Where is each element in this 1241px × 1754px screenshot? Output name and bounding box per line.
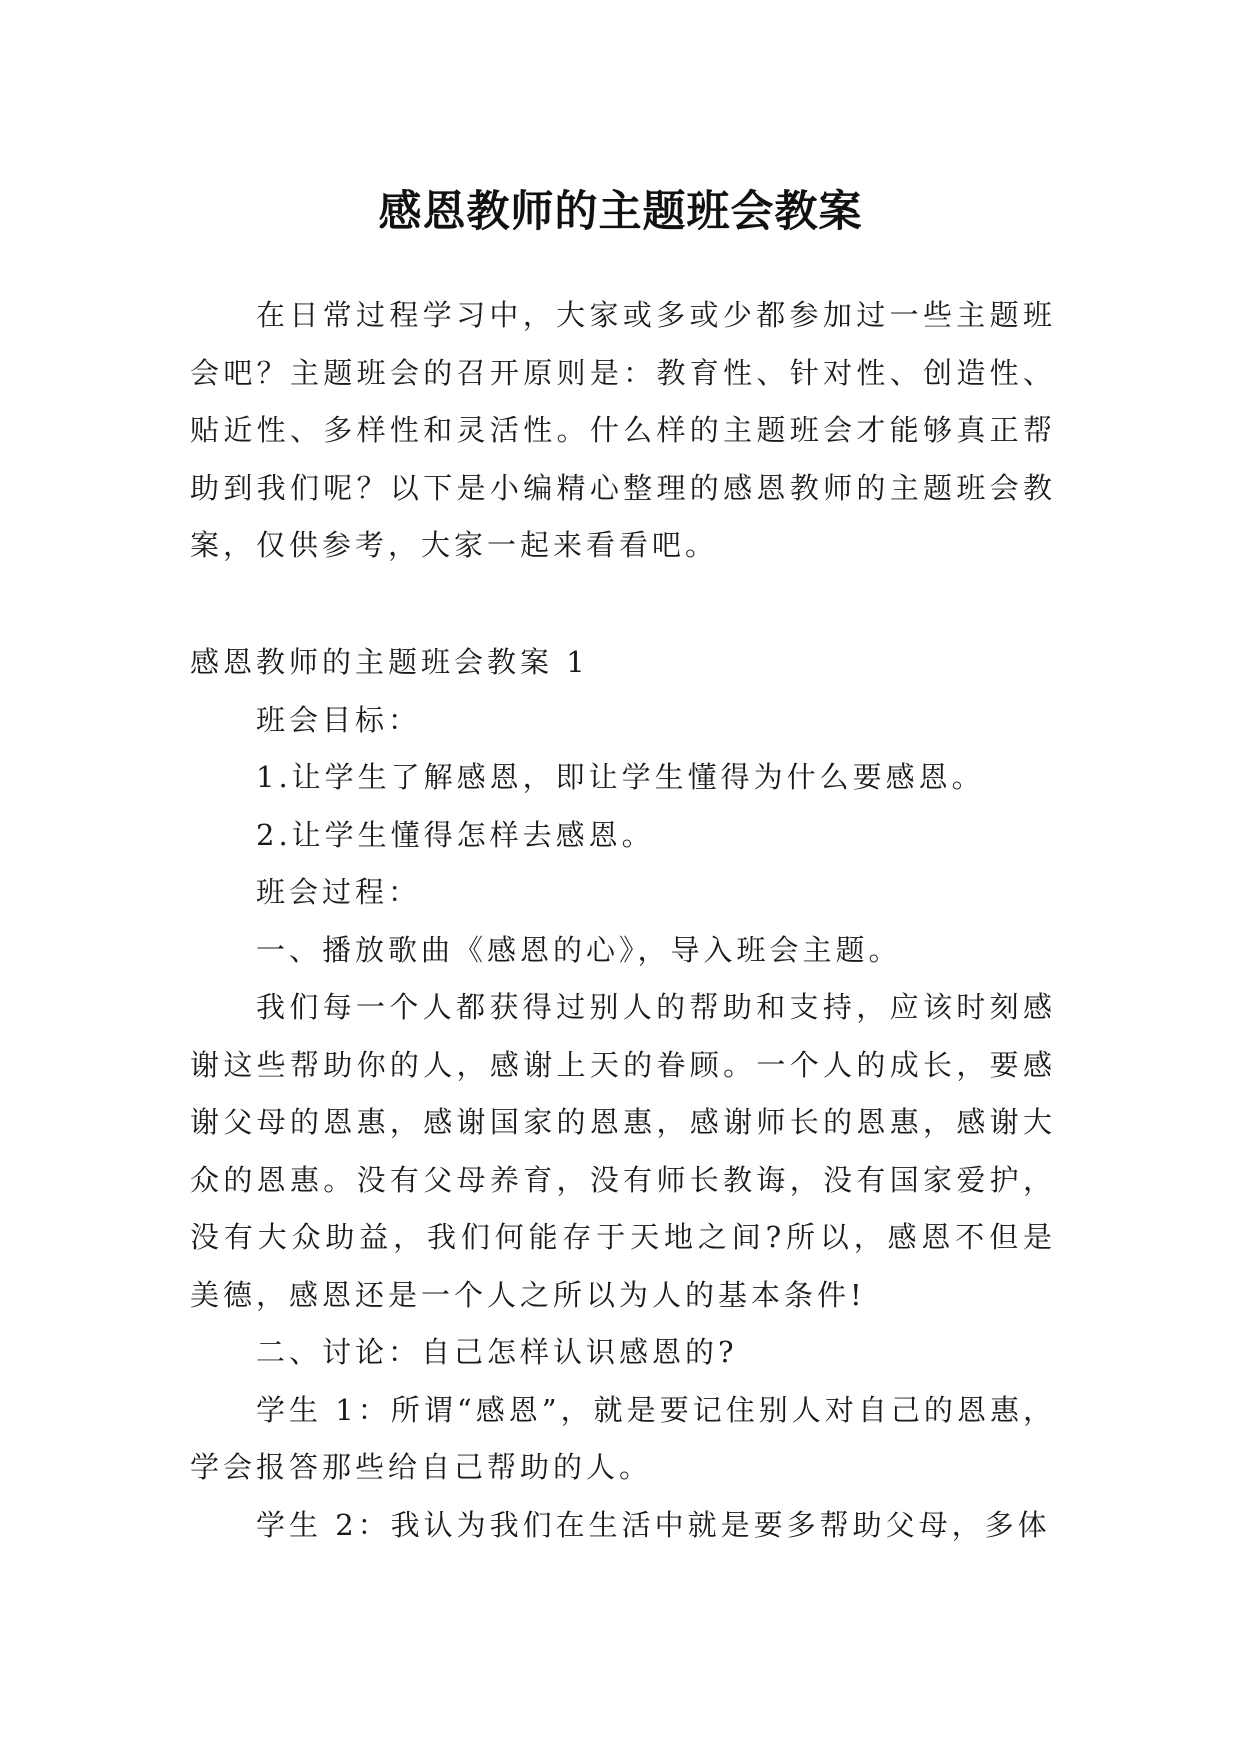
body-paragraph: 班会过程：: [256, 875, 422, 909]
lesson-plan-section: [190, 634, 1056, 1554]
body-paragraph: 2.让学生懂得怎样去感恩。: [256, 817, 655, 852]
body-paragraph: 我们每一个人都获得过别人的帮助和支持，应该时刻感谢这些帮助你的人，感谢上天的眷顾。一个人的成长，要感谢父母的恩惠，感谢国家的恩惠，感谢师长的恩惠，感谢大众的恩惠。没有父母养育，没有师长教诲，没有国家爱护，没有大众助益，我们何能存于天地之间?所以，感恩不但是美德，感恩还是一个人之所以为人的基本条件!: [190, 990, 1056, 1312]
body-paragraph: 班会目标：: [256, 702, 422, 737]
document-title: 感恩教师的主题班会教案: [378, 186, 863, 237]
section-heading: 感恩教师的主题班会教案 1: [190, 645, 589, 679]
body-paragraph: 一、播放歌曲《感恩的心》，导入班会主题。: [256, 932, 902, 967]
intro-paragraph: 在日常过程学习中，大家或多或少都参加过一些主题班会吧？主题班会的召开原则是：教育性、针对性、创造性、贴近性、多样性和灵活性。什么样的主题班会才能够真正帮助到我们呢？以下是小编精心整理的感恩教师的主题班会教案，仅供参考，大家一起来看看吧。: [190, 298, 1056, 562]
body-paragraph: 学生 2：我认为我们在生活中就是要多帮助父母，多体: [256, 1507, 1051, 1542]
body-paragraph: 二、讨论：自己怎样认识感恩的?: [256, 1335, 738, 1369]
intro-section: [190, 287, 1056, 575]
body-paragraph: 学生 1：所谓“感恩”，就是要记住别人对自己的恩惠，学会报答那些给自己帮助的人。: [190, 1392, 1056, 1484]
body-paragraph: 1.让学生了解感恩，即让学生懂得为什么要感恩。: [256, 760, 985, 794]
